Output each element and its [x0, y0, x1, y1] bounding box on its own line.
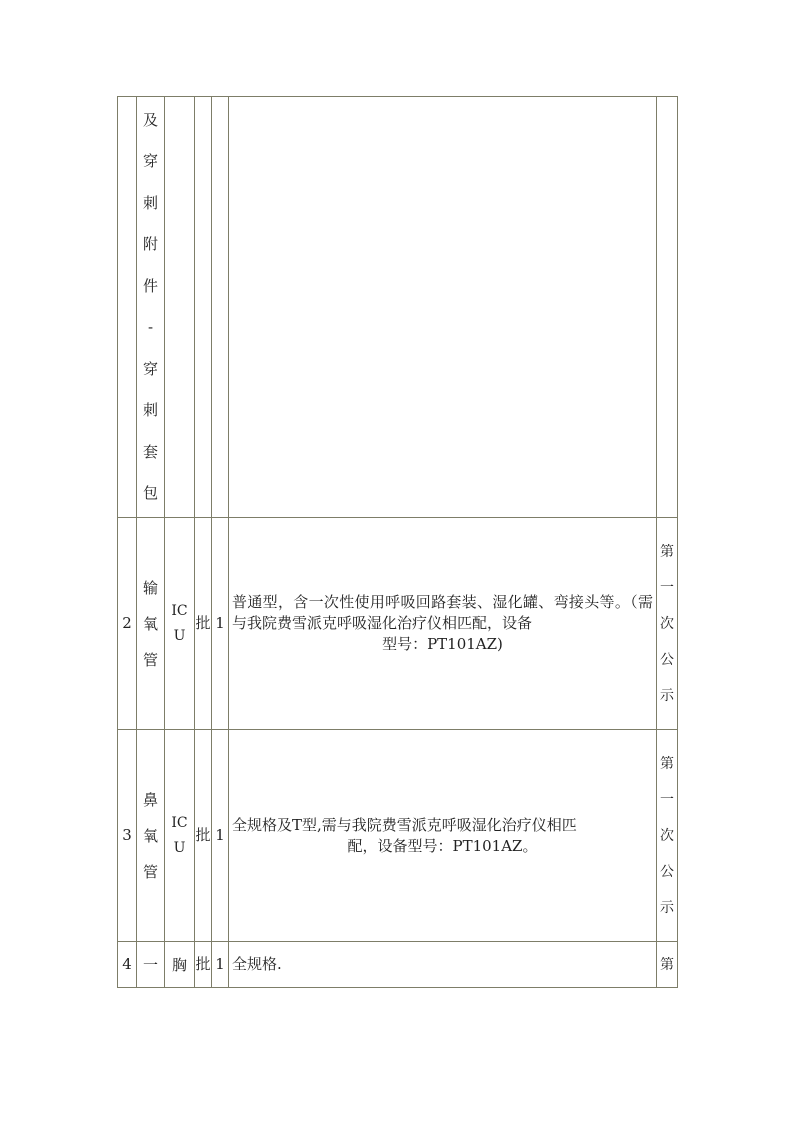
department-cell [165, 97, 195, 518]
item-name-char: 刺 [142, 401, 158, 419]
item-name-char: 包 [142, 484, 158, 502]
note-char: 一 [660, 791, 674, 808]
note-char: 示 [660, 899, 674, 916]
description-text: 型号：PT101AZ) [382, 635, 503, 653]
note-char: 一 [660, 579, 674, 596]
row-number-cell: 3 [118, 730, 137, 942]
description-cell [229, 518, 657, 730]
department-text: IC [171, 814, 188, 831]
note-char: 公 [660, 863, 674, 880]
table-row [118, 518, 678, 730]
note-cell [657, 942, 678, 988]
item-name-char: 氧 [142, 614, 158, 633]
table-row [118, 942, 678, 988]
item-name-char: 刺 [142, 193, 158, 212]
item-name-char: 穿 [142, 359, 158, 378]
unit-cell [195, 97, 212, 518]
note-cell [657, 518, 678, 730]
quantity-cell: 1 [212, 942, 229, 988]
item-name-char: 穿 [142, 152, 158, 170]
note-char: 第 [660, 956, 674, 973]
note-char: 示 [660, 687, 674, 704]
item-name-char: - [147, 318, 154, 336]
item-name-char: 氧 [142, 826, 158, 845]
note-cell [657, 730, 678, 942]
department-text: 胸 [171, 955, 187, 974]
unit-cell: 批 [195, 730, 212, 942]
unit-cell: 批 [195, 942, 212, 988]
department-text: IC [171, 602, 188, 619]
department-cell [165, 730, 195, 942]
quantity-cell [212, 97, 229, 518]
description-text: 全规格及T型,需与我院费雪派克呼吸湿化治疗仪相匹 [232, 815, 577, 834]
item-name-char: 附 [142, 235, 158, 253]
row-number-cell: 4 [118, 942, 137, 988]
note-char: 次 [660, 827, 674, 844]
description-cell [229, 97, 657, 518]
row-number-cell: 2 [118, 518, 137, 730]
item-name-char: 一 [142, 955, 158, 974]
procurement-table [117, 96, 678, 988]
item-name-char: 管 [142, 862, 158, 881]
table-row [118, 730, 678, 942]
description-text: 普通型，含一次性使用呼吸回路套装、湿化罐、弯接头等。（需与我院费雪派克呼吸湿化治疗仪相匹配，设备 [232, 593, 653, 632]
department-cell [165, 518, 195, 730]
description-cell [229, 730, 657, 942]
note-char: 第 [660, 755, 674, 772]
item-name-char: 管 [142, 650, 158, 669]
note-char: 次 [660, 615, 674, 632]
row-number-cell [118, 97, 137, 518]
description-text: 配，设备型号：PT101AZ。 [347, 836, 538, 855]
item-name-cell [137, 730, 165, 942]
description-text: 全规格. [232, 955, 282, 973]
note-char: 公 [660, 651, 674, 668]
department-text: U [173, 839, 186, 856]
note-cell [657, 97, 678, 518]
item-name-char: 鼻 [142, 790, 158, 809]
description-cell [229, 942, 657, 988]
quantity-cell: 1 [212, 730, 229, 942]
item-name-cell [137, 518, 165, 730]
item-name-char: 套 [142, 442, 158, 461]
quantity-cell: 1 [212, 518, 229, 730]
unit-cell: 批 [195, 518, 212, 730]
item-name-char: 及 [142, 110, 158, 129]
item-name-cell [137, 942, 165, 988]
item-name-cell [137, 97, 165, 518]
table-row [118, 97, 678, 518]
department-text: U [173, 627, 186, 644]
note-char: 第 [660, 543, 674, 560]
department-cell [165, 942, 195, 988]
item-name-char: 件 [142, 276, 158, 295]
item-name-char: 输 [142, 578, 158, 597]
